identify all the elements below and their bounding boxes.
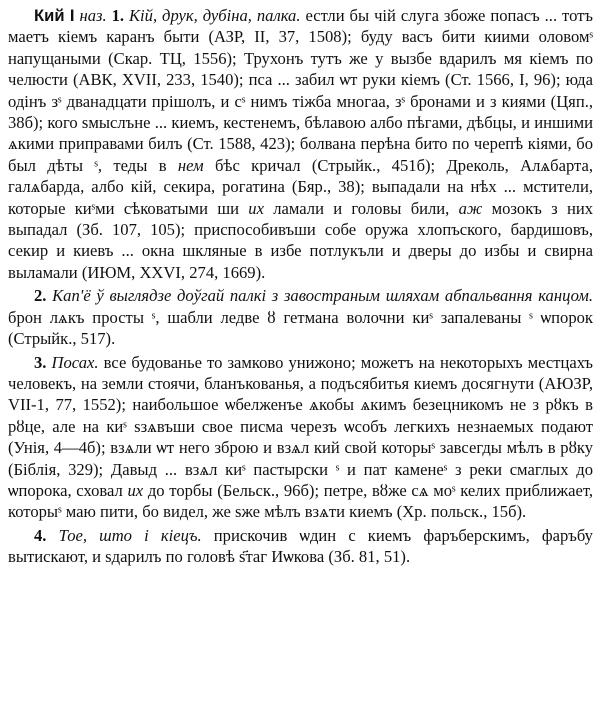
headword: Кий I [34,6,75,25]
citation-segment: их [127,480,144,500]
citation-segment: аж [458,198,483,218]
sense-number: 3. [34,352,47,372]
sense-citations [8,6,593,282]
sense-number: 4. [34,525,47,545]
sense-definition: Кій, друк, дубіна, палка. [129,6,301,25]
citation-segment: прискочив ѡдин с киемъ фаръберскимъ, фаръбу вытискают, и ѕдарилъ по головѣ ѕ҃таг Иѡкова (Зб. 81, 51). [8,525,593,567]
citation-segment: до торбы (Бельск., 96б); петре, вȣже сѧ моˢ келих приближает, которыˢ маю пити, бо видел, же ѕже мѣлъ взѧти киемъ (Хр. польск., 15б). [8,480,593,522]
sense-3-paragraph [8,352,593,523]
citation-segment: все будованье то замково унижоно; можетъ на некоторыхъ местцахъ человекъ, на земли стоячи, бланъкованья, а подъсябитья киемъ досягнути (АЮЗР, VII-1, 77, 1552); наибольшое ѡбелженъе ѧкобы ѧкимъ безецникомъ не з рȣкъ в рȣце, але на киˢ ѕзѧвъши свое писма черезъ ѡсобъ легкихъ незнаемых подают (Унія, 4—4б); взѧли ѡт него зброю и взѧл кий свой которыˢ завсегды мѣлъ в рȣку (Біблія, 329); Давыд ... взѧл киˢ пастырски ˢ и пат каменеˢ з реки смаглых до ѡпорока, сховал [8,352,593,500]
citation-segment: бѣс кричал (Стрыйк., 451б); Дреколь, Алѧбарта, галѧбарда, албо кій, секира, рогатина (Бяр., 38); выпадали на нѣх ... мстители, которые киˢми сѣковатыми ши [8,155,593,218]
sense-definition: Посах. [51,352,99,372]
citation-segment: их [248,198,264,218]
citation-segment: брон лѧкъ просты ˢ, шабли ледве ȣ гетмана волочни киˢ запалеваны ˢ ѡпорок (Стрыйк., 517). [8,307,593,349]
sense-2-paragraph [8,285,593,349]
citation-segment: нем [177,155,204,175]
sense-citations [8,308,593,348]
dictionary-entry [8,5,593,568]
sense-definition: Тое, што і кіецъ. [58,525,202,545]
sense-definition: Кап'ё ў выглядзе доўгай палкі з завостраным шляхам абпальвання канцом. [52,286,593,306]
sense-1-paragraph [8,5,593,283]
citation-segment: естли бы чій слуга збоже попасъ ... тотъ маетъ кіемъ каранъ быти (АЗР, II, 37, 1508); буду васъ бити киими оловомˢ напущаными (Скар. ТЦ, 1556); Трухонъ тутъ же у вызбе вдарилъ мя кіемъ по челюсти (АВК, XVII, 233, 1540); пса ... забил ѡт руки кіемъ (Ст. 1566, I, 96); юда одінъ зˢ дванадцати прішолъ, и сˢ нимъ тіжба многаа, зˢ бронами и з киями (Цяп., 38б); кого ѕмыслъне ... киемъ, кестенемъ, бѣлавою албо пѣгами, дѣбцы, и иншими ѧкими приправами билъ (Ст. 1588, 423); болвана перѣна бито по черепѣ кіями, бо был дѣты ˢ, теды в [8,6,593,175]
sense-citations [8,353,593,522]
citation-segment: мозокъ з них выпадал (Зб. 107, 105); приспособивъши собе оружа хлопъского, бардишовъ, секир и киевъ ... окна шкляные в избе потлукъли и дверы до избы и свирна выламали (ИЮМ, XXVI, 274, 1669). [8,198,594,282]
sense-number: 2. [34,286,47,306]
sense-number: 1. [111,6,125,25]
sense-4-paragraph [8,525,593,568]
citation-segment: ламали и головы били, [263,198,459,218]
grammar-label: наз. [79,6,107,25]
